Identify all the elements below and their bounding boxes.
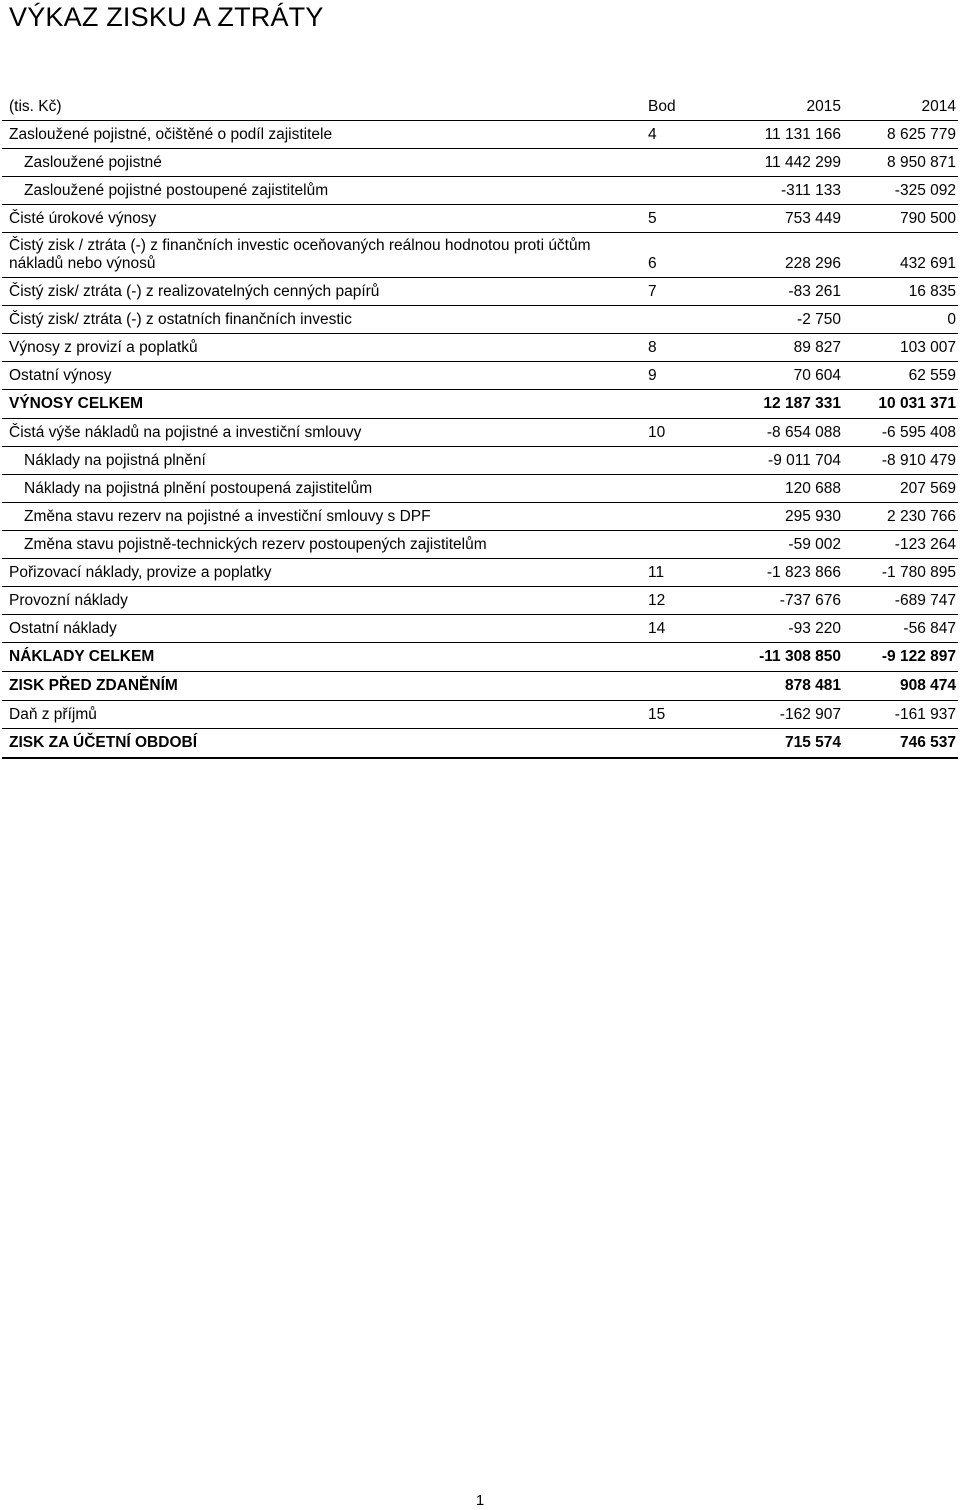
row-value-2015: 878 481 — [708, 672, 843, 701]
row-label: Ostatní náklady — [2, 615, 648, 643]
row-label: Provozní náklady — [2, 587, 648, 615]
table-row — [2, 334, 958, 362]
row-label: Změna stavu rezerv na pojistné a investiční smlouvy s DPF — [2, 503, 648, 531]
year-2014-header: 2014 — [843, 93, 958, 121]
row-note: 11 — [648, 559, 708, 587]
row-note — [648, 672, 708, 701]
row-note — [648, 306, 708, 334]
row-value-2015: 70 604 — [708, 362, 843, 390]
table-row — [2, 587, 958, 615]
table-row — [2, 531, 958, 559]
row-label: Pořizovací náklady, provize a poplatky — [2, 559, 648, 587]
row-note: 5 — [648, 205, 708, 233]
row-value-2014: -8 910 479 — [843, 447, 958, 475]
page-number: 1 — [475, 1492, 485, 1509]
row-value-2015: 753 449 — [708, 205, 843, 233]
row-label: Výnosy z provizí a poplatků — [2, 334, 648, 362]
total-revenue-row — [2, 390, 958, 419]
row-note — [648, 475, 708, 503]
row-label: ZISK PŘED ZDANĚNÍM — [2, 672, 648, 701]
table-row — [2, 205, 958, 233]
row-value-2015: -59 002 — [708, 531, 843, 559]
table-row — [2, 615, 958, 643]
note-column-header: Bod — [648, 93, 708, 121]
row-value-2014: 432 691 — [843, 233, 958, 278]
row-value-2015: -8 654 088 — [708, 419, 843, 447]
row-label: NÁKLADY CELKEM — [2, 643, 648, 672]
row-value-2014: 8 625 779 — [843, 121, 958, 149]
row-value-2015: 295 930 — [708, 503, 843, 531]
table-row — [2, 419, 958, 447]
row-value-2014: -1 780 895 — [843, 559, 958, 587]
row-note — [648, 149, 708, 177]
row-value-2014: 908 474 — [843, 672, 958, 701]
row-note — [648, 447, 708, 475]
row-value-2014: 2 230 766 — [843, 503, 958, 531]
row-value-2014: 746 537 — [843, 729, 958, 759]
row-note — [648, 531, 708, 559]
row-value-2015: 11 442 299 — [708, 149, 843, 177]
table-row — [2, 306, 958, 334]
row-value-2015: 11 131 166 — [708, 121, 843, 149]
row-label: Náklady na pojistná plnění — [2, 447, 648, 475]
row-value-2014: 207 569 — [843, 475, 958, 503]
table-row — [2, 447, 958, 475]
row-note — [648, 729, 708, 759]
row-value-2014: -325 092 — [843, 177, 958, 205]
row-value-2015: 715 574 — [708, 729, 843, 759]
row-label: Daň z příjmů — [2, 701, 648, 729]
table-row — [2, 177, 958, 205]
row-note — [648, 390, 708, 419]
table-row — [2, 701, 958, 729]
row-label: Čistý zisk/ ztráta (-) z ostatních finančních investic — [2, 306, 648, 334]
row-label: Změna stavu pojistně-technických rezerv postoupených zajistitelům — [2, 531, 648, 559]
table-row — [2, 121, 958, 149]
table-row — [2, 559, 958, 587]
income-statement-table — [2, 93, 958, 759]
row-note: 15 — [648, 701, 708, 729]
row-note: 12 — [648, 587, 708, 615]
table-row — [2, 362, 958, 390]
row-label: Ostatní výnosy — [2, 362, 648, 390]
row-value-2015: 228 296 — [708, 233, 843, 278]
row-value-2015: -9 011 704 — [708, 447, 843, 475]
row-label: Čistý zisk / ztráta (-) z finančních investic oceňovaných reálnou hodnotou proti účtům nákladů nebo výnosů — [2, 233, 648, 278]
row-label: ZISK ZA ÚČETNÍ OBDOBÍ — [2, 729, 648, 759]
row-value-2014: 8 950 871 — [843, 149, 958, 177]
row-value-2014: 62 559 — [843, 362, 958, 390]
row-note — [648, 643, 708, 672]
row-note: 7 — [648, 278, 708, 306]
row-value-2015: 12 187 331 — [708, 390, 843, 419]
row-value-2014: 790 500 — [843, 205, 958, 233]
row-label: Čistý zisk/ ztráta (-) z realizovatelných cenných papírů — [2, 278, 648, 306]
row-note: 4 — [648, 121, 708, 149]
row-note: 10 — [648, 419, 708, 447]
row-value-2015: -1 823 866 — [708, 559, 843, 587]
row-note: 14 — [648, 615, 708, 643]
row-value-2014: -56 847 — [843, 615, 958, 643]
row-value-2015: -2 750 — [708, 306, 843, 334]
row-value-2014: 0 — [843, 306, 958, 334]
total-costs-row — [2, 643, 958, 672]
table-header-row — [2, 93, 958, 121]
row-value-2015: -162 907 — [708, 701, 843, 729]
row-note: 6 — [648, 233, 708, 278]
row-value-2015: -737 676 — [708, 587, 843, 615]
row-label: Čistá výše nákladů na pojistné a investiční smlouvy — [2, 419, 648, 447]
row-label: Čisté úrokové výnosy — [2, 205, 648, 233]
profit-before-tax-row — [2, 672, 958, 701]
row-note — [648, 503, 708, 531]
row-label: Zasloužené pojistné postoupené zajistitelům — [2, 177, 648, 205]
row-value-2014: -689 747 — [843, 587, 958, 615]
table-row — [2, 503, 958, 531]
row-value-2015: 120 688 — [708, 475, 843, 503]
row-value-2014: 10 031 371 — [843, 390, 958, 419]
year-2015-header: 2015 — [708, 93, 843, 121]
unit-header: (tis. Kč) — [2, 93, 648, 121]
row-value-2015: -11 308 850 — [708, 643, 843, 672]
row-value-2015: -311 133 — [708, 177, 843, 205]
row-value-2015: 89 827 — [708, 334, 843, 362]
row-label: Zasloužené pojistné, očištěné o podíl zajistitele — [2, 121, 648, 149]
row-value-2014: 16 835 — [843, 278, 958, 306]
net-profit-row — [2, 729, 958, 759]
row-value-2014: 103 007 — [843, 334, 958, 362]
table-row — [2, 149, 958, 177]
table-row — [2, 475, 958, 503]
row-note: 9 — [648, 362, 708, 390]
row-label: Náklady na pojistná plnění postoupená zajistitelům — [2, 475, 648, 503]
row-value-2015: -93 220 — [708, 615, 843, 643]
table-row — [2, 233, 958, 278]
row-note — [648, 177, 708, 205]
row-value-2015: -83 261 — [708, 278, 843, 306]
row-value-2014: -6 595 408 — [843, 419, 958, 447]
row-label: VÝNOSY CELKEM — [2, 390, 648, 419]
row-value-2014: -123 264 — [843, 531, 958, 559]
table-row — [2, 278, 958, 306]
row-value-2014: -9 122 897 — [843, 643, 958, 672]
row-note: 8 — [648, 334, 708, 362]
row-value-2014: -161 937 — [843, 701, 958, 729]
row-label: Zasloužené pojistné — [2, 149, 648, 177]
document-title: VÝKAZ ZISKU A ZTRÁTY — [9, 2, 324, 32]
